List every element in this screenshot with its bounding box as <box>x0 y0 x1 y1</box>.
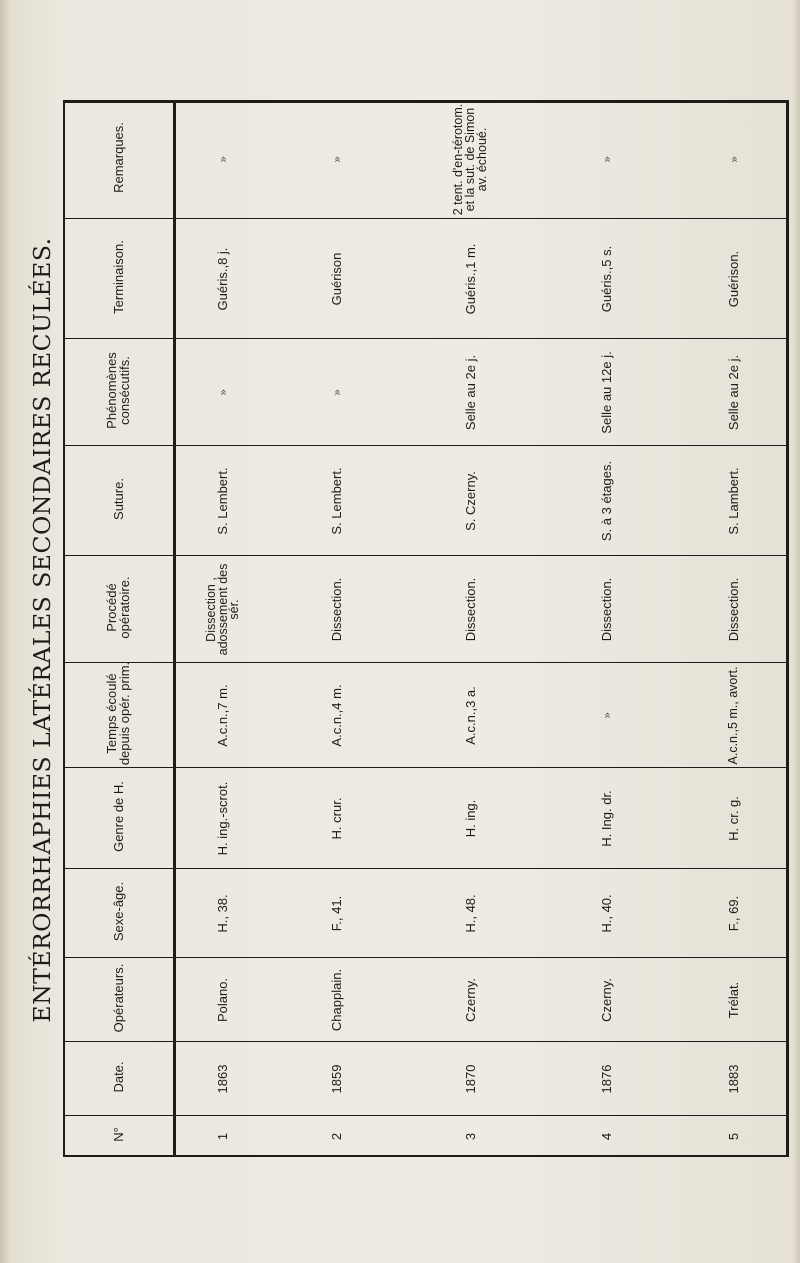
cell-remarks: » <box>600 155 615 164</box>
cell-procedure: Dissection. <box>725 577 741 642</box>
cell-outcome: Guérison <box>328 252 344 306</box>
header-suture: Suture. <box>110 478 126 520</box>
cell-suture: S. Lembert. <box>328 467 344 535</box>
cell-elapsed-time: A.c.n.,4 m. <box>328 684 344 747</box>
cell-suture: S. Lembert. <box>215 467 231 535</box>
cell-operator: Polano. <box>215 977 231 1023</box>
page-title <box>0 0 68 1263</box>
cell-operator: Czerny. <box>599 978 615 1022</box>
cell-consecutive-phenomena: Selle au 2e j. <box>725 354 741 431</box>
cell-hernia-type: H. Ing. dr. <box>599 790 615 847</box>
cell-date: 1883 <box>725 1064 741 1094</box>
table-row <box>676 100 792 1157</box>
header-sex-age: Sexe-âge. <box>110 881 126 942</box>
cell-hernia-type: H. crur. <box>328 797 344 840</box>
cell-hernia-type: H. ing. <box>462 799 478 838</box>
cell-hernia-type: H. cr. g. <box>725 796 741 841</box>
header-hernia-type: Genre de H. <box>110 781 126 852</box>
cell-remarks: » <box>329 155 344 164</box>
cell-remarks: » <box>726 155 741 164</box>
cell-consecutive-phenomena: Selle au 2e j. <box>462 354 478 431</box>
cell-operator: Trélat. <box>725 981 741 1019</box>
header-no: N° <box>110 1127 126 1142</box>
cell-date: 1876 <box>599 1064 615 1094</box>
cell-procedure: Dissection. <box>462 577 478 642</box>
cell-date: 1863 <box>215 1064 231 1094</box>
cell-no: 1 <box>215 1132 231 1141</box>
page-outer-edge <box>792 0 800 1263</box>
page-title-text: ENTÉRORRHAPHIES LATÉRALES SECONDAIRES RECULÉES. <box>28 237 56 1023</box>
cell-consecutive-phenomena: Selle au 12e j. <box>599 351 615 434</box>
cell-sex-age: H., 48. <box>462 894 478 933</box>
header-outcome: Terminaison. <box>110 240 126 314</box>
cell-sex-age: F., 41. <box>328 895 344 932</box>
data-table <box>63 100 789 1157</box>
cell-hernia-type: H. ing.-scrot. <box>215 781 231 856</box>
cell-remarks: » <box>216 155 231 164</box>
cell-operator: Czerny. <box>462 978 478 1022</box>
header-procedure: Procédé opératoire. <box>104 576 132 639</box>
cell-suture: S. Czerny. <box>462 471 478 531</box>
cell-outcome: Guérison. <box>725 250 741 308</box>
cell-no: 2 <box>328 1132 344 1141</box>
table-row <box>176 100 271 1157</box>
cell-procedure: Dissection , adossement des sér. <box>203 563 242 656</box>
cell-consecutive-phenomena: » <box>329 388 344 397</box>
cell-date: 1859 <box>328 1064 344 1094</box>
cell-sex-age: F., 69. <box>725 895 741 932</box>
header-elapsed-time: Temps écoulé depuis opér. prim. <box>104 661 132 766</box>
cell-no: 5 <box>725 1132 741 1141</box>
cell-operator: Chapplain. <box>328 968 344 1032</box>
cell-sex-age: H., 38. <box>215 894 231 933</box>
header-consecutive-phenomena: Phénomènes consécutifs. <box>104 352 132 429</box>
cell-procedure: Dissection. <box>599 577 615 642</box>
header-remarks: Remarques. <box>110 122 126 193</box>
cell-elapsed-time: A.c.n.,3 a. <box>462 686 478 745</box>
cell-outcome: Guéris.,1 m. <box>462 243 478 315</box>
cell-procedure: Dissection. <box>328 577 344 642</box>
table-row <box>403 100 539 1157</box>
cell-elapsed-time: A.c.n.,7 m. <box>215 684 231 747</box>
cell-outcome: Guéris.,5 s. <box>599 245 615 313</box>
header-operator: Opérateurs. <box>110 963 126 1033</box>
cell-outcome: Guéris.,8 j. <box>215 247 231 311</box>
cell-suture: S. à 3 étages. <box>599 460 615 542</box>
table-border-top <box>63 100 65 1157</box>
cell-date: 1870 <box>462 1064 478 1094</box>
cell-remarks: 2 tent. d'en-térotom. et la sut. de Simon av. échoué. <box>451 103 489 216</box>
cell-no: 3 <box>462 1132 478 1141</box>
cell-suture: S. Lambert. <box>725 467 741 535</box>
table-row <box>539 100 676 1157</box>
header-date: Date. <box>110 1061 126 1093</box>
cell-no: 4 <box>599 1132 615 1141</box>
cell-elapsed-time: » <box>600 711 615 720</box>
cell-sex-age: H., 40. <box>599 894 615 933</box>
cell-elapsed-time: A.c.n.,5 m., avort. <box>726 666 741 765</box>
table-row <box>271 100 403 1157</box>
cell-consecutive-phenomena: » <box>216 388 231 397</box>
